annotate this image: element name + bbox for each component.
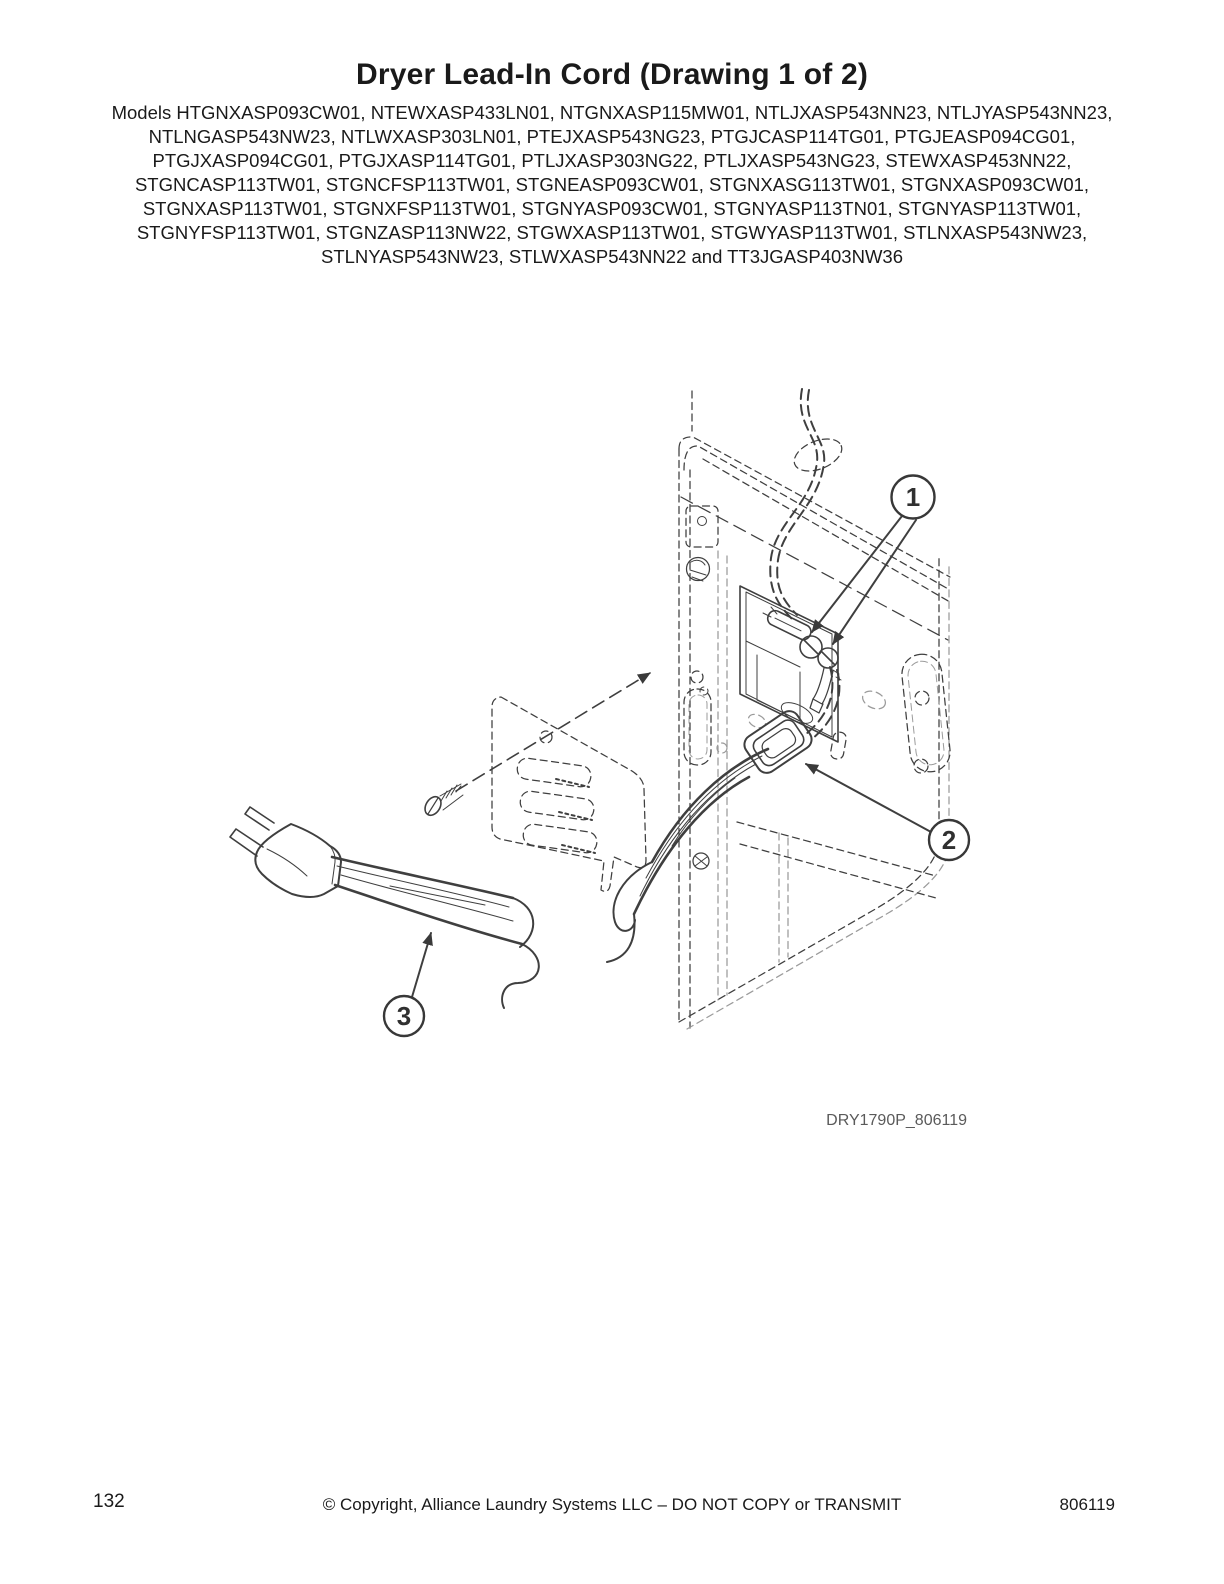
model-list-line: STGNCASP113TW01, STGNCFSP113TW01, STGNEASP093CW01, STGNXASG113TW01, STGNXASP093CW01, [134,174,1090,195]
drawing-id: DRY1790P_806119 [826,1112,967,1129]
model-list-line: STGNYFSP113TW01, STGNZASP113NW22, STGWXASP113TW01, STGWYASP113TW01, STLNXASP543NW23, [136,222,1088,243]
assembly-arrow [456,673,650,791]
cover-screw [422,784,463,818]
model-list [0,101,1224,269]
model-list-line: Models HTGNXASP093CW01, NTEWXASP433LN01, NTGNXASP115MW01, NTLJXASP543NN23, NTLJYASP543NN23, [111,102,1113,123]
exploded-parts-drawing [220,360,980,1160]
model-list-line: STGNXASP113TW01, STGNXFSP113TW01, STGNYASP093CW01, STGNYASP113TN01, STGNYASP113TW01, [142,198,1082,219]
model-list-line: NTLNGASP543NW23, NTLWXASP303LN01, PTEJXASP543NG23, PTGJCASP114TG01, PTGJEASP094CG01, [148,126,1076,147]
callout-3 [384,933,431,1036]
model-list-line: STLNYASP543NW23, STLWXASP543NN22 and TT3JGASP403NW36 [321,246,903,267]
callout-3-label: 3 [396,1001,412,1031]
document-number: 806119 [1059,1495,1115,1514]
ground-terminal-screws [763,607,841,713]
callout-2-label: 2 [941,825,957,855]
copyright-notice: © Copyright, Alliance Laundry Systems LLC – DO NOT COPY or TRANSMIT [322,1495,902,1514]
callout-2 [806,764,969,860]
terminal-block-opening [740,586,838,742]
power-cord [332,749,768,1008]
callout-1 [812,476,935,645]
callout-1-label: 1 [905,482,921,512]
page-title: Dryer Lead-In Cord (Drawing 1 of 2) [355,58,869,91]
model-list-line: PTGJXASP094CG01, PTGJXASP114TG01, PTLJXASP303NG22, PTLJXASP543NG23, STEWXASP453NN22, [152,150,1072,171]
power-plug [230,807,341,897]
terminal-access-cover [492,697,646,891]
page-number: 132 [93,1491,125,1512]
